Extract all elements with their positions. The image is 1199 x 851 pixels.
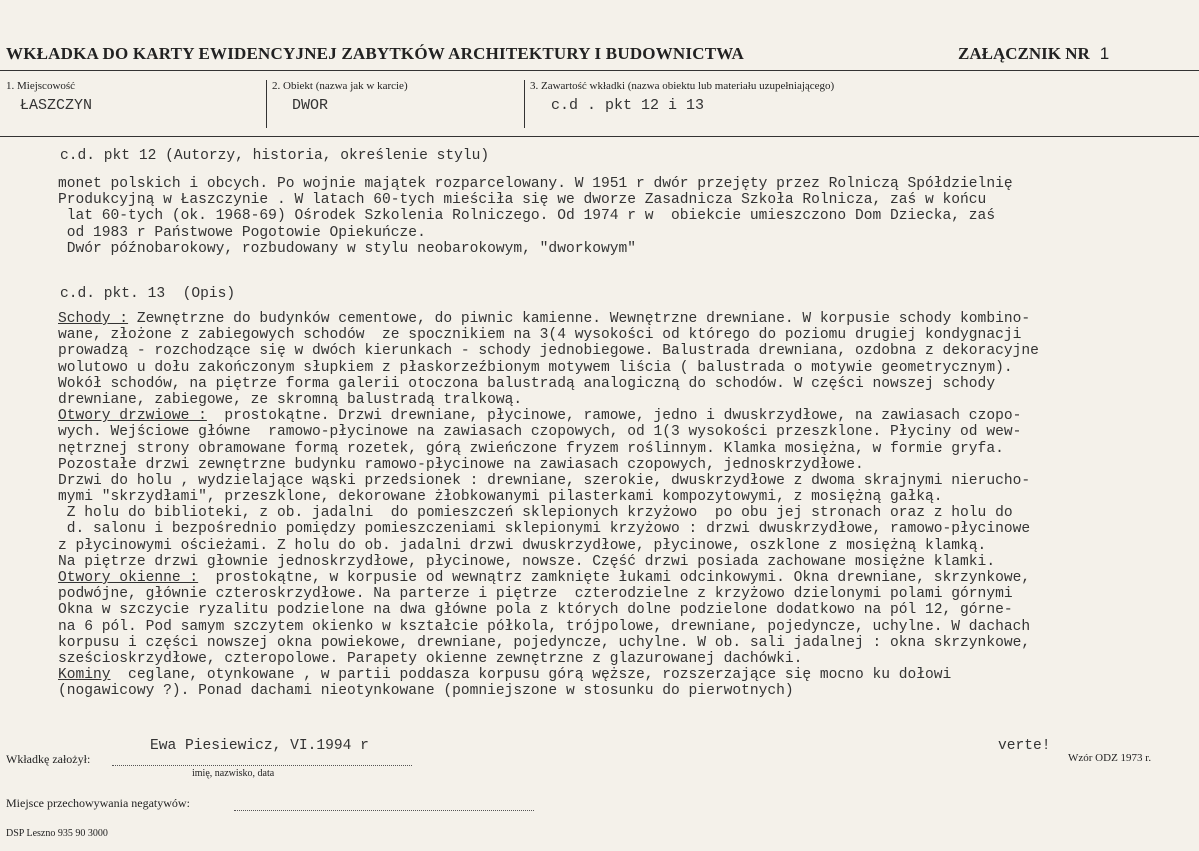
section-13-body [58,311,1039,700]
section-13-line [58,570,1039,586]
line-text: sześcioskrzydłowe, czteropolowe. Parapety okienne zewnętrzne z glazurowanej dachówki. [58,650,803,667]
line-text: Okna w szczycie ryzalitu podzielone na dwa główne pola z których dolne podzielone dodatkowo na pól 12, górne- [58,602,1013,619]
section-13-line [58,343,1039,359]
section-13-line [58,311,1039,327]
section-12-body [58,176,1013,257]
line-text: (nogawicowy ?). Ponad dachami nieotynkowane (pomniejszone w stosunku do pierwotnych) [58,683,794,700]
section-13-line [58,441,1039,457]
founder-label: Wkładkę założył: [6,752,91,766]
section-13-heading: c.d. pkt. 13 (Opis) [60,286,236,302]
line-text: na 6 pól. Pod samym szczytem okienko w kształcie półkola, trójpolowe, drewniane, pojedyncze, uchylne. W dachach [58,618,1031,635]
section-13-line [58,457,1039,473]
section-12-line: monet polskich i obcych. Po wojnie majątek rozparcelowany. W 1951 r dwór przejęty przez Rolniczą Spółdzielnię [58,176,1013,192]
line-text: prowadzą - rozchodzące się w dwóch kierunkach - schody jednobiegowe. Balustrada drewniana, ozdobna z dekoracyjne [58,343,1039,360]
negatives-dotted-line [234,810,534,811]
founder-hint: imię, nazwisko, data [192,768,275,779]
section-13-line [58,360,1039,376]
subject-term: Schody : [58,311,129,327]
field-divider-2 [524,80,525,128]
line-text: mymi "skrzydłami", przeszklone, dekorowane żłobkowanymi pilasterkami kompozytowymi, z mosiężną gałką. [58,489,943,506]
print-info: DSP Leszno 935 90 3000 [6,828,108,839]
line-text: wych. Wejściowe główne ramowo-płycinowe na zawiasach czopowych, od 1(3 wysokości przeszklone. Płyciny od wew- [58,424,1022,441]
section-13-line [58,538,1039,554]
line-text: nętrznej strony obramowane formą rozetek, górą zwieńczone fryzem roślinnym. Klamka mosiężna, w formie gryfa. [58,440,1004,457]
section-13-line [58,635,1039,651]
line-text: Na piętrze drzwi głownie jednoskrzydłowe, płycinowe, nowsze. Część drzwi posiada zachowane mosiężne klamki. [58,553,996,570]
section-13-line [58,505,1039,521]
line-text: Z holu do biblioteki, z ob. jadalni do pomieszczeń sklepionych krzyżowo po obu jej stronach oraz z holu do [58,505,1013,522]
object-label: 2. Obiekt (nazwa jak w karcie) [272,80,408,92]
line-text: podwójne, głównie czteroskrzydłowe. Na parterze i piętrze czterodzielne z krzyżowo dzielonymi polami górnymi [58,586,1013,603]
line-text: prostokątne. Drzwi drewniane, płycinowe, ramowe, jedno i dwuskrzydłowe, na zawiasach czopo- [206,408,1022,425]
line-text: wane, złożone z zabiegowych schodów ze spocznikiem na 3(4 wysokości od którego do poziomu drugiej kondygnacji [58,327,1022,344]
section-12-line: od 1983 r Państwowe Pogotowie Opiekuńcze. [58,224,426,241]
section-13-line [58,602,1039,618]
section-12-heading: c.d. pkt 12 (Autorzy, historia, określenie stylu) [60,148,490,164]
line-text: Wokół schodów, na piętrze forma galerii otoczona balustradą analogiczną do schodów. W części nowszej schody [58,375,996,392]
negatives-label: Miejsce przechowywania negatywów: [6,796,190,810]
subject-term: Otwory drzwiowe : [58,408,207,425]
line-text: z płycinowymi ościeżami. Z holu do ob. jadalni drzwi dwuskrzydłowe, płycinowe, oszklone z mosiężną klamką. [58,537,987,554]
fields-rule [0,136,1199,137]
line-text: ceglane, otynkowane , w partii poddasza korpusu górą węższe, rozszerzające się mocno ku dołowi [110,667,952,684]
section-13-line [58,408,1039,424]
section-13-line [58,554,1039,570]
verte-note: verte! [998,738,1051,754]
section-13-line [58,651,1039,667]
annex-label: ZAŁĄCZNIK NR [958,44,1090,63]
line-text: Drzwi do holu , wydzielające wąski przedsionek : drewniane, szerokie, dwuskrzydłowe z dwoma skrajnymi nierucho- [58,472,1031,489]
section-13-line [58,424,1039,440]
section-13-line [58,327,1039,343]
founder-dotted-line [112,765,412,766]
line-text: wolutowo u dołu zakończonym słupkiem z płaskorzeźbionym motywem liścia ( balustrada o motywie geometrycznym). [58,359,1013,376]
locality-label: 1. Miejscowość [6,80,76,92]
line-text: Pozostałe drzwi zewnętrzne budynku ramowo-płycinowe na zawiasach czopowych, jednoskrzydłowe. [58,456,864,473]
founder-value: Ewa Piesiewicz, VI.1994 r [150,738,369,754]
line-text: Zewnętrzne do budynków cementowe, do piwnic kamienne. Wewnętrzne drewniane. W korpusie schody kombino- [128,311,1031,327]
section-12-line: Produkcyjną w Łaszczynie . W latach 60-tych mieściła się we dworze Zasadnicza Szkoła Rolnicza, zaś w końcu [58,192,987,209]
annex-label-group [958,44,1109,64]
section-13-line [58,489,1039,505]
form-code: Wzór ODZ 1973 r. [1068,752,1152,764]
section-13-line [58,683,1039,699]
content-value: c.d . pkt 12 i 13 [551,97,705,114]
section-13-line [58,521,1039,537]
subject-term: Otwory okienne : [58,570,199,586]
field-divider-1 [266,80,267,128]
object-value: DWOR [292,97,329,114]
section-13-line [58,376,1039,392]
section-13-line [58,473,1039,489]
section-13-line [58,667,1039,683]
section-13-line [58,392,1039,408]
section-13-line [58,586,1039,602]
line-text: prostokątne, w korpusie od wewnątrz zamknięte łukami odcinkowymi. Okna drewniane, skrzynkowe, [198,570,1031,586]
annex-number: 1 [1099,44,1110,63]
section-13-line [58,619,1039,635]
locality-value: ŁASZCZYN [20,97,93,114]
content-label: 3. Zawartość wkładki (nazwa obiektu lub materiału uzupełniającego) [530,80,835,92]
form-title: WKŁADKA DO KARTY EWIDENCYJNEJ ZABYTKÓW ARCHITEKTURY I BUDOWNICTWA [6,44,745,63]
line-text: drewniane, zabiegowe, ze skromną balustradą tralkową. [58,391,523,408]
subject-term: Kominy [58,667,111,684]
header-rule [0,70,1199,71]
line-text: d. salonu i bezpośrednio pomiędzy pomieszczeniami sklepionymi krzyżowo : drzwi dwuskrzydłowe, ramowo-płycinowe [58,521,1031,538]
line-text: korpusu i części nowszej okna powiekowe, drewniane, pojedyncze, uchylne. W ob. sali jadalnej : okna skrzynkowe, [58,634,1031,651]
section-12-line: Dwór późnobarokowy, rozbudowany w stylu neobarokowym, "dworkowym" [58,240,637,257]
section-12-line: lat 60-tych (ok. 1968-69) Ośrodek Szkolenia Rolniczego. Od 1974 r w obiekcie umieszczono Dom Dziecka, zaś [58,208,996,225]
